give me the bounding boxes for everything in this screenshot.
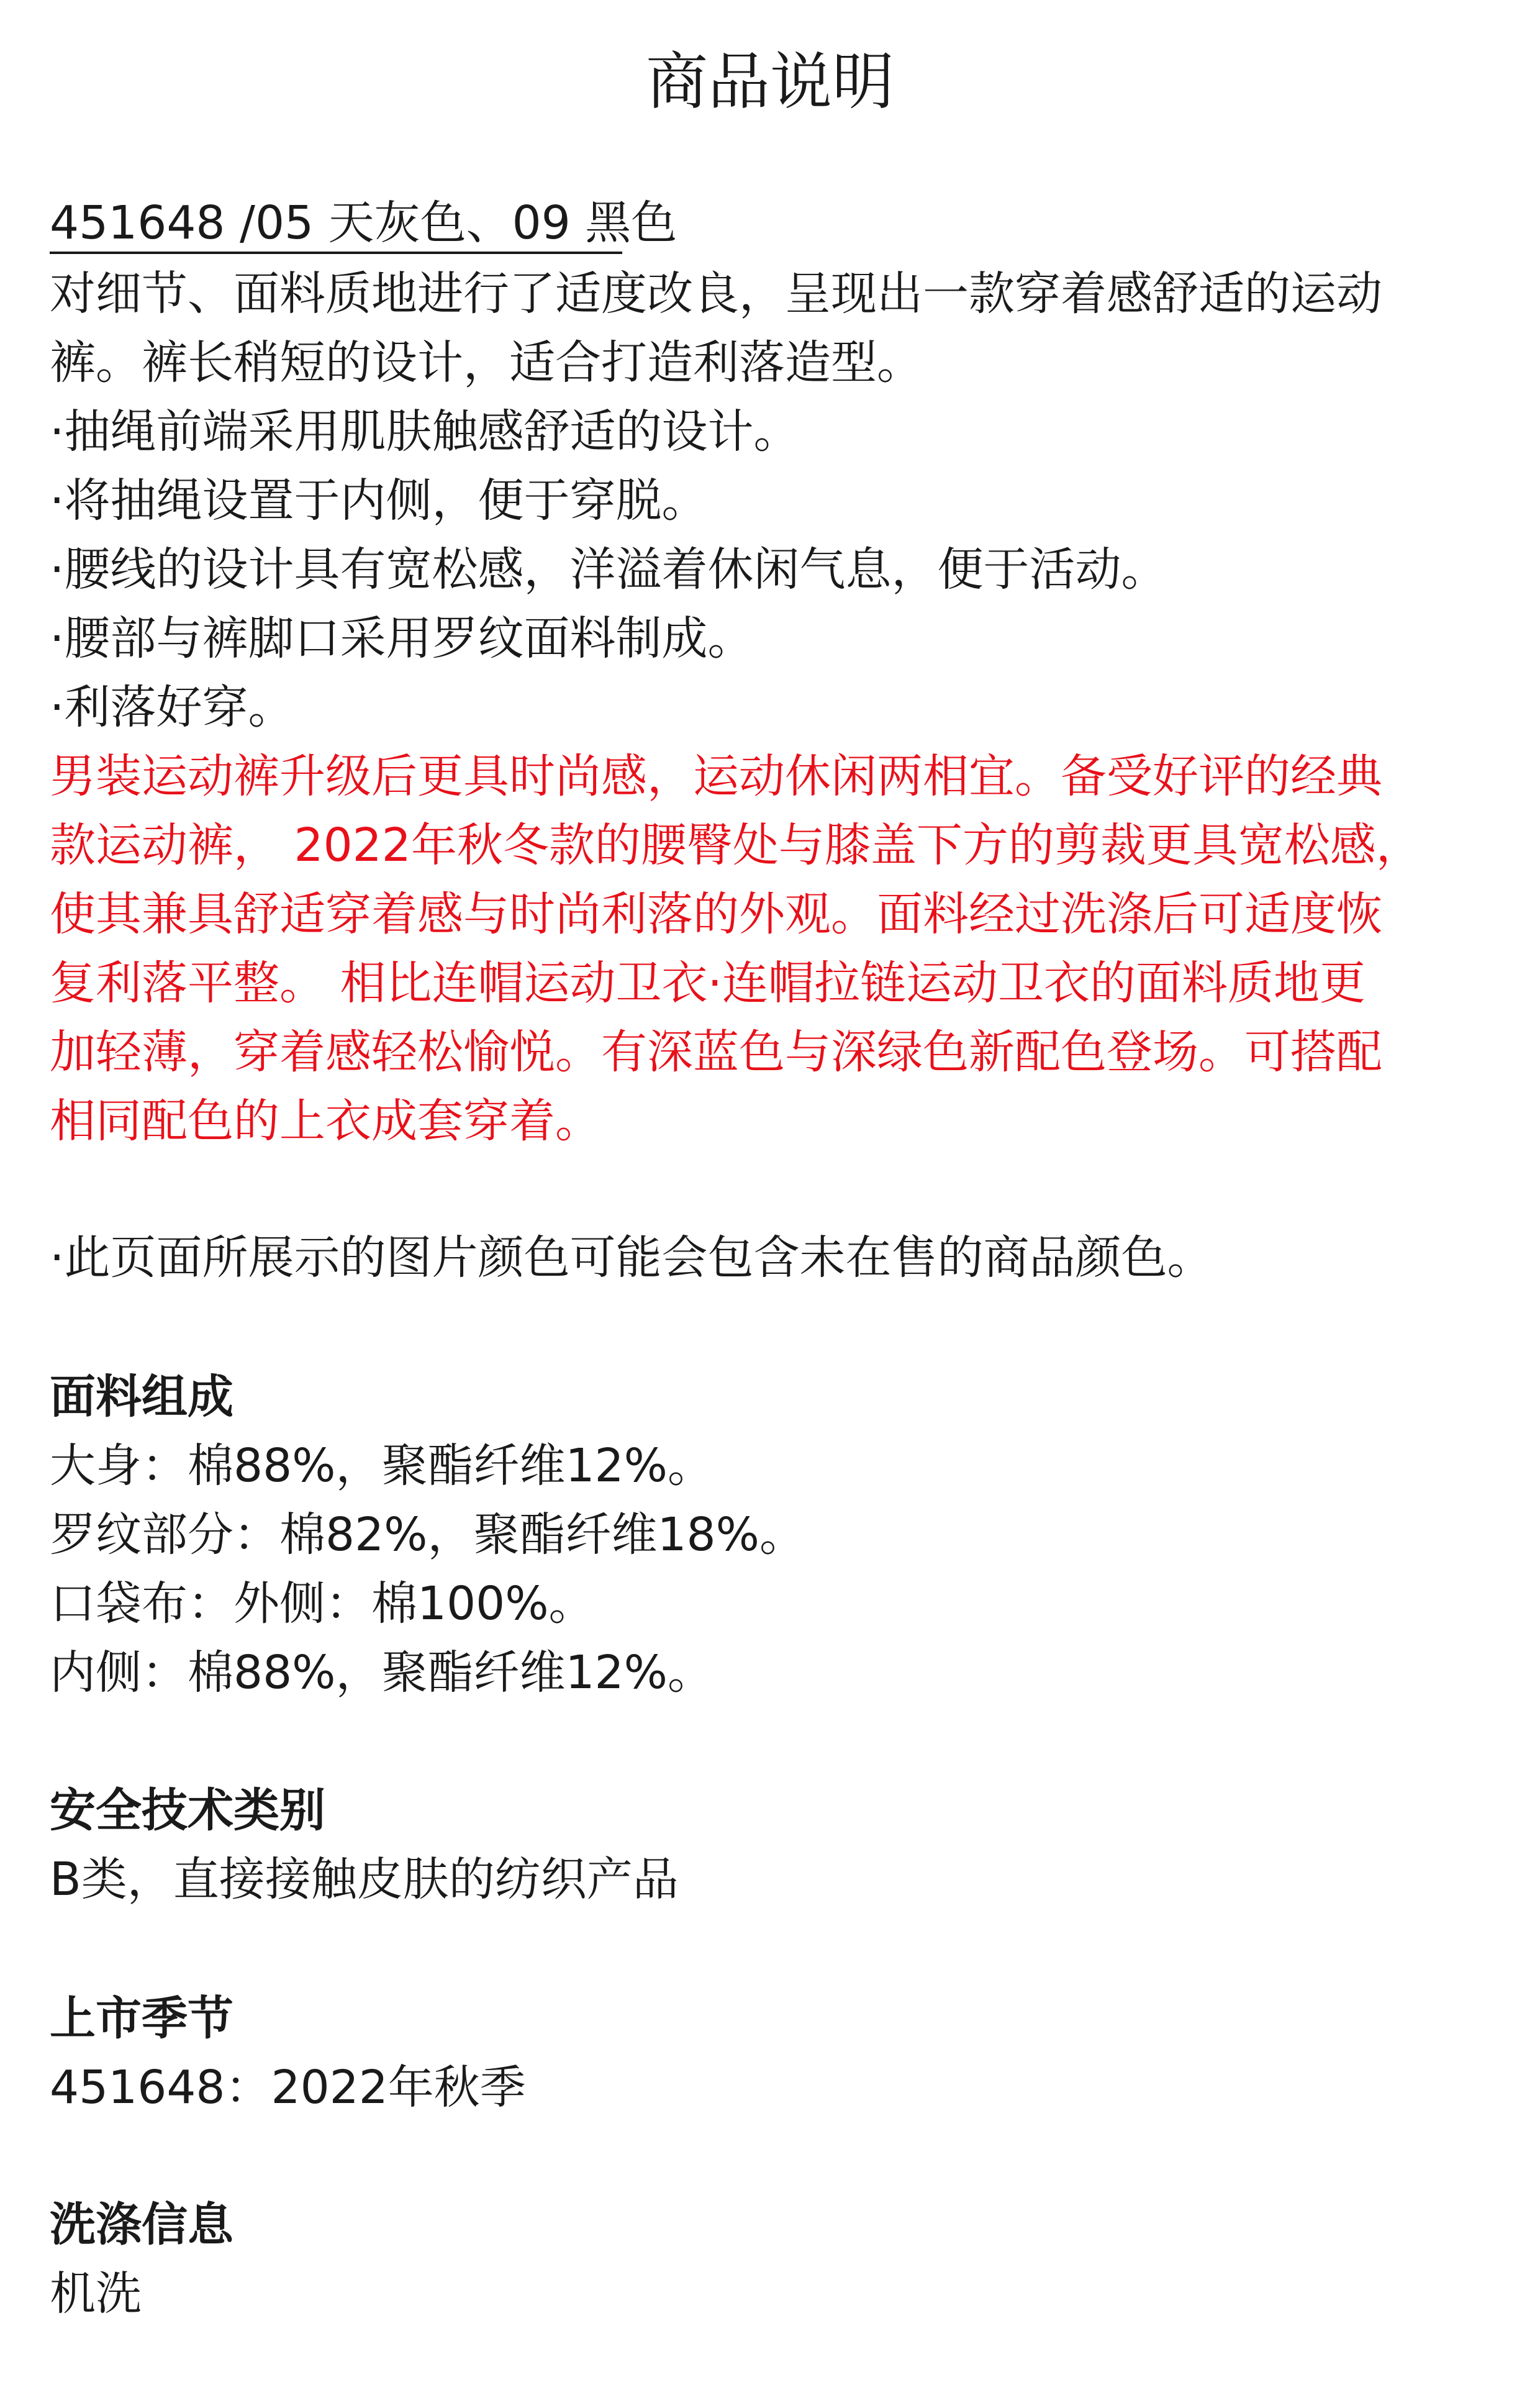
- promo-line: 男装运动裤升级后更具时尚感，运动休闲两相宜。备受好评的经典: [50, 750, 1382, 803]
- fabric-line: 内侧：棉88%，聚酯纤维12%。: [50, 1646, 713, 1699]
- promo-line: 加轻薄，穿着感轻松愉悦。有深蓝色与深绿色新配色登场。可搭配: [50, 1025, 1382, 1079]
- safety-category-section: [50, 1776, 1490, 1914]
- feature-bullet: ·利落好穿。: [50, 681, 294, 734]
- promo-text: [50, 742, 1490, 1156]
- promo-line: 使其兼具舒适穿着感与时尚利落的外观。面料经过洗涤后可适度恢: [50, 888, 1382, 941]
- model-color-line: 451648 /05 天灰色、09 黑色: [50, 196, 677, 250]
- fabric-line: 罗纹部分：棉82%，聚酯纤维18%。: [50, 1508, 805, 1561]
- fabric-line: 大身：棉88%，聚酯纤维12%。: [50, 1439, 713, 1492]
- season-heading: 上市季节: [50, 1992, 233, 2045]
- disclaimer-line: ·此页面所展示的图片颜色可能会包含未在售的商品颜色。: [50, 1231, 1213, 1284]
- feature-bullet: ·腰部与裤脚口采用罗纹面料制成。: [50, 612, 754, 665]
- fabric-heading: 面料组成: [50, 1370, 233, 1424]
- season-value: 451648：2022年秋季: [50, 2061, 526, 2114]
- promo-line: 复利落平整。 相比连帽运动卫衣·连帽拉链运动卫衣的面料质地更: [50, 956, 1366, 1010]
- description-line: 对细节、面料质地进行了适度改良，呈现出一款穿着感舒适的运动: [50, 267, 1382, 320]
- description-line: 裤。裤长稍短的设计，适合打造利落造型。: [50, 336, 923, 389]
- feature-bullet: ·抽绳前端采用肌肤触感舒适的设计。: [50, 405, 800, 458]
- promo-line: 相同配色的上衣成套穿着。: [50, 1094, 601, 1148]
- product-description: [50, 260, 1490, 742]
- promo-line: 款运动裤， 2022年秋冬款的腰臀处与膝盖下方的剪裁更具宽松感，: [50, 819, 1422, 872]
- color-disclaimer: [50, 1224, 1490, 1292]
- fabric-line: 口袋布：外侧：棉100%。: [50, 1577, 595, 1630]
- fabric-composition-section: [50, 1363, 1490, 1707]
- safety-heading: 安全技术类别: [50, 1784, 325, 1837]
- feature-bullet: ·腰线的设计具有宽松感，洋溢着休闲气息，便于活动。: [50, 543, 1167, 596]
- safety-value: B类，直接接触皮肤的纺织产品: [50, 1853, 679, 1906]
- model-underline: [50, 252, 622, 254]
- page-title: 商品说明: [646, 45, 894, 118]
- washing-heading: 洗涤信息: [50, 2198, 233, 2251]
- washing-value: 机洗: [50, 2267, 142, 2320]
- feature-bullet: ·将抽绳设置于内侧，便于穿脱。: [50, 474, 708, 527]
- release-season-section: [50, 1984, 1490, 2122]
- washing-info-section: [50, 2191, 1490, 2328]
